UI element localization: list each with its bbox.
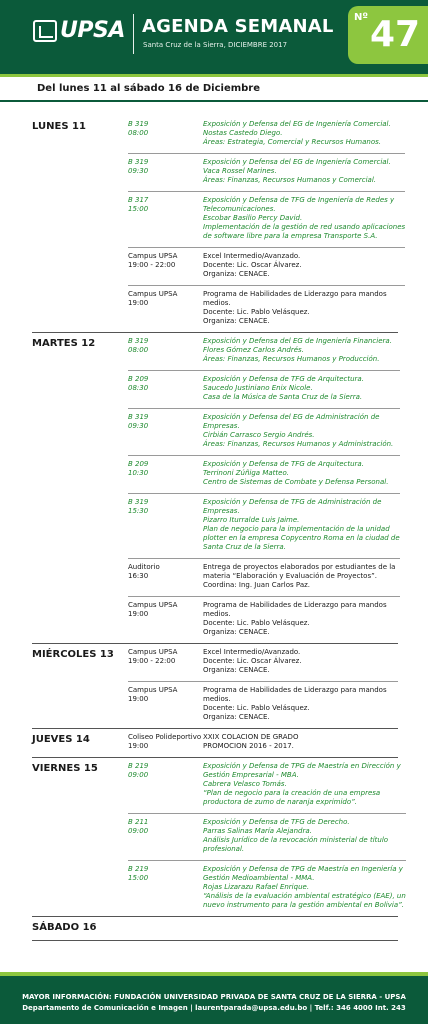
event-description: [203, 865, 406, 910]
event-description-line: Docente: Lic. Pablo Velásquez.: [203, 308, 310, 316]
event-time: 09:30: [128, 167, 149, 175]
event-description-line: materia “Elaboración y Evaluación de Proyectos”.: [203, 572, 377, 580]
event-description-line: Organiza: CENACE.: [203, 713, 270, 721]
day-events: [128, 917, 398, 940]
event-description: [203, 158, 405, 185]
event-description-line: Docente: Lic. Pablo Velásquez.: [203, 619, 310, 627]
event-row: [128, 456, 400, 494]
event-description-line: Parras Salinas María Alejandra.: [203, 827, 312, 835]
event-description-line: Exposición y Defensa de TFG de Arquitectura.: [203, 460, 364, 468]
event-description-line: medios.: [203, 299, 231, 307]
day-events: [128, 333, 400, 643]
day-section: [32, 729, 398, 758]
event-description: [203, 196, 405, 241]
event-description-line: Análisis Jurídico de la revocación ministerial de título: [203, 836, 389, 844]
day-name: MARTES 12: [32, 338, 96, 349]
event-description: [203, 686, 398, 722]
event-description-line: PROMOCION 2016 - 2017.: [203, 742, 294, 750]
day-section: [32, 917, 398, 941]
event-description-line: Programa de Habilidades de Liderazgo para mandos: [203, 686, 387, 694]
event-description: [203, 252, 405, 279]
event-description-line: Escobar Basilio Percy David.: [203, 214, 303, 222]
event-row: [128, 861, 406, 916]
event-description: [203, 601, 400, 637]
page-subtitle: Santa Cruz de la Sierra, DICIEMBRE 2017: [143, 41, 288, 49]
event-description-line: Empresas.: [203, 422, 240, 430]
event-description-line: Docente: Lic. Oscar Álvarez.: [203, 657, 302, 665]
day-events: [128, 116, 405, 332]
issue-number-badge: [348, 6, 428, 64]
event-description-line: medios.: [203, 610, 231, 618]
event-time: 19:00: [128, 695, 149, 703]
event-description-line: profesional.: [203, 845, 245, 853]
event-description-line: Nostas Castedo Diego.: [203, 129, 283, 137]
event-description-line: Saucedo Justiniano Enix Nicole.: [203, 384, 313, 392]
event-time: 15:30: [128, 507, 149, 515]
event-time: 16:30: [128, 572, 149, 580]
event-place-time: [128, 686, 203, 722]
event-location: B 317: [128, 196, 149, 204]
day-events: [128, 729, 398, 757]
event-description-line: Programa de Habilidades de Liderazgo para mandos: [203, 290, 387, 298]
date-range: Del lunes 11 al sábado 16 de Diciembre: [37, 83, 261, 94]
event-description-line: Organiza: CENACE.: [203, 666, 270, 674]
event-place-time: [128, 865, 203, 910]
weekly-schedule: [32, 116, 406, 941]
event-place-time: [128, 290, 203, 326]
event-row: [128, 286, 405, 332]
event-description-line: medios.: [203, 695, 231, 703]
event-row: [128, 597, 400, 643]
event-description: [203, 498, 400, 552]
event-description-line: Santa Cruz de la Sierra.: [203, 543, 286, 551]
day-events: [128, 644, 398, 728]
date-range-bar: [0, 74, 428, 102]
day-name: SÁBADO 16: [32, 922, 97, 933]
upsa-logo-icon: [33, 20, 57, 42]
event-location: B 319: [128, 120, 149, 128]
event-description: [203, 460, 400, 487]
event-row: [128, 729, 398, 757]
event-description-line: Docente: Lic. Oscar Álvarez.: [203, 261, 302, 269]
event-location: Campus UPSA: [128, 601, 178, 609]
event-location: B 319: [128, 498, 149, 506]
event-time: 09:30: [128, 422, 149, 430]
event-description-line: Exposición y Defensa del EG de Administración de: [203, 413, 380, 421]
event-place-time: [128, 498, 203, 552]
event-description-line: Centro de Sistemas de Combate y Defensa Personal.: [203, 478, 389, 486]
event-description-line: plotter en la empresa Copycentro Roma en la ciudad de: [203, 534, 400, 542]
event-place-time: [128, 158, 203, 185]
event-description-line: Cabrera Velasco Tomás.: [203, 780, 287, 788]
event-place-time: [128, 196, 203, 241]
issue-number-label: Nº: [354, 12, 369, 23]
event-description-line: de software libre para la empresa Transporte S.A.: [203, 232, 378, 240]
event-description-line: Programa de Habilidades de Liderazgo para mandos: [203, 601, 387, 609]
day-section: [32, 758, 406, 917]
event-time: 15:00: [128, 874, 149, 882]
event-time: 15:00: [128, 205, 149, 213]
day-name: LUNES 11: [32, 121, 86, 132]
event-description-line: Áreas: Finanzas, Recursos Humanos y Producción.: [203, 355, 380, 363]
event-description-line: Exposición y Defensa de TFG de Arquitectura.: [203, 375, 364, 383]
event-location: B 319: [128, 337, 149, 345]
event-description: [203, 337, 400, 364]
event-place-time: [128, 460, 203, 487]
event-location: Coliseo Polideportivo: [128, 733, 202, 741]
issue-number: 47: [370, 14, 421, 55]
event-description: [203, 413, 400, 449]
event-description-line: Gestión Medioambiental - MMA.: [203, 874, 315, 882]
event-time: 09:00: [128, 771, 149, 779]
logo-text: UPSA: [60, 18, 125, 43]
event-description-line: Entrega de proyectos elaborados por estudiantes de la: [203, 563, 396, 571]
event-description: [203, 733, 398, 751]
event-description-line: Excel Intermedio/Avanzado.: [203, 648, 301, 656]
event-description-line: XXIX COLACION DE GRADO: [203, 733, 299, 741]
event-description-line: Exposición y Defensa del EG de Ingeniería Comercial.: [203, 120, 391, 128]
event-time: 19:00: [128, 610, 149, 618]
event-description-line: Coordina: Ing. Juan Carlos Paz.: [203, 581, 311, 589]
event-location: B 211: [128, 818, 149, 826]
event-description-line: “Plan de negocio para la creación de una empresa: [203, 789, 381, 797]
event-description-line: Excel Intermedio/Avanzado.: [203, 252, 301, 260]
event-description-line: Casa de la Música de Santa Cruz de la Sierra.: [203, 393, 363, 401]
event-time: 10:30: [128, 469, 149, 477]
event-location: Auditorio: [128, 563, 160, 571]
event-time: 19:00 - 22:00: [128, 261, 176, 269]
event-row: [128, 559, 400, 597]
event-place-time: [128, 337, 203, 364]
event-place-time: [128, 252, 203, 279]
event-time: 08:30: [128, 384, 149, 392]
event-row: [128, 192, 405, 248]
event-description-line: Exposición y Defensa de TPG de Maestría en Ingeniería y: [203, 865, 403, 873]
event-row: [128, 494, 400, 559]
event-place-time: [128, 375, 203, 402]
event-location: Campus UPSA: [128, 290, 178, 298]
footer-info-line: MAYOR INFORMACIÓN: FUNDACIÓN UNIVERSIDAD PRIVADA DE SANTA CRUZ DE LA SIERRA - UPSA: [22, 993, 406, 1001]
day-events: [128, 758, 406, 916]
event-time: 19:00: [128, 299, 149, 307]
event-row: [128, 758, 406, 814]
event-description-line: Flores Gómez Carlos Andrés.: [203, 346, 304, 354]
footer-stripe: [0, 972, 428, 976]
event-location: B 319: [128, 158, 149, 166]
event-place-time: [128, 601, 203, 637]
event-description-line: Rojas Lizarazu Rafael Enrique.: [203, 883, 310, 891]
event-place-time: [128, 120, 203, 147]
event-row: [128, 371, 400, 409]
event-row: [128, 644, 398, 682]
event-row: [128, 333, 400, 371]
event-description-line: Empresas.: [203, 507, 240, 515]
header-divider: [133, 14, 134, 54]
event-description-line: Gestión Empresarial - MBA.: [203, 771, 299, 779]
event-time: 08:00: [128, 129, 149, 137]
event-time: 19:00: [128, 742, 149, 750]
event-description-line: “Análisis de la evaluación ambiental estratégico (EAE), un: [203, 892, 406, 900]
event-description-line: nuevo instrumento para la gestión ambiental en Bolivia”.: [203, 901, 404, 909]
event-description-line: Exposición y Defensa de TFG de Derecho.: [203, 818, 350, 826]
event-description: [203, 375, 400, 402]
event-place-time: [128, 648, 203, 675]
event-row: [128, 154, 405, 192]
event-location: B 219: [128, 865, 149, 873]
event-description-line: Organiza: CENACE.: [203, 270, 270, 278]
event-row: [128, 116, 405, 154]
event-description-line: Telecomunicaciones.: [203, 205, 276, 213]
event-description-line: Implementación de la gestión de red usando aplicaciones: [203, 223, 406, 231]
event-description-line: Vaca Rossel Marines.: [203, 167, 277, 175]
day-name: VIERNES 15: [32, 763, 98, 774]
event-description: [203, 648, 398, 675]
footer-contact-line: Departamento de Comunicación e Imagen | laurentparada@upsa.edu.bo | Telf.: 346 4000 Int. 243: [22, 1004, 406, 1012]
event-time: 08:00: [128, 346, 149, 354]
event-description-line: Plan de negocio para la implementación de la unidad: [203, 525, 390, 533]
event-description: [203, 120, 405, 147]
event-description: [203, 563, 400, 590]
event-place-time: [128, 733, 203, 751]
event-place-time: [128, 818, 203, 854]
event-description-line: Exposición y Defensa de TPG de Maestría en Dirección y: [203, 762, 401, 770]
event-location: Campus UPSA: [128, 252, 178, 260]
event-time: 19:00 - 22:00: [128, 657, 176, 665]
event-description-line: Organiza: CENACE.: [203, 628, 270, 636]
event-place-time: [128, 762, 203, 807]
event-place-time: [128, 413, 203, 449]
event-location: Campus UPSA: [128, 686, 178, 694]
event-description-line: Exposición y Defensa de TFG de Administración de: [203, 498, 382, 506]
event-row: [128, 248, 405, 286]
page-title: AGENDA SEMANAL: [142, 16, 334, 37]
event-description-line: Exposición y Defensa del EG de Ingeniería Comercial.: [203, 158, 391, 166]
event-description-line: Áreas: Finanzas, Recursos Humanos y Comercial.: [203, 176, 377, 184]
event-description-line: Cirbián Carrasco Sergio Andrés.: [203, 431, 315, 439]
event-place-time: [128, 563, 203, 590]
day-section: [32, 116, 406, 333]
event-location: B 319: [128, 413, 149, 421]
event-location: B 209: [128, 375, 149, 383]
event-description: [203, 290, 405, 326]
event-location: B 219: [128, 762, 149, 770]
event-time: 09:00: [128, 827, 149, 835]
event-description-line: Áreas: Finanzas, Recursos Humanos y Administración.: [203, 440, 394, 448]
upsa-logo: [33, 18, 125, 43]
event-description-line: Pizarro Iturralde Luis Jaime.: [203, 516, 300, 524]
event-location: B 209: [128, 460, 149, 468]
event-description-line: Exposición y Defensa de TFG de Ingeniería de Redes y: [203, 196, 395, 204]
event-description-line: Exposición y Defensa del EG de Ingeniería Financiera.: [203, 337, 392, 345]
event-row: [128, 682, 398, 728]
header: [0, 0, 428, 74]
event-description-line: Organiza: CENACE.: [203, 317, 270, 325]
footer: [0, 976, 428, 1024]
event-row: [128, 409, 400, 456]
event-description: [203, 818, 406, 854]
day-name: MIÉRCOLES 13: [32, 649, 114, 660]
event-description-line: Terrinoni Zúñiga Matteo.: [203, 469, 289, 477]
event-description: [203, 762, 406, 807]
event-location: Campus UPSA: [128, 648, 178, 656]
event-row: [128, 814, 406, 861]
day-section: [32, 644, 398, 729]
event-description-line: Áreas: Estrategia, Comercial y Recursos Humanos.: [203, 138, 381, 146]
event-description-line: productora de zumo de naranja exprimido”.: [203, 798, 357, 806]
day-section: [32, 333, 398, 644]
day-name: JUEVES 14: [32, 734, 90, 745]
event-description-line: Docente: Lic. Pablo Velásquez.: [203, 704, 310, 712]
